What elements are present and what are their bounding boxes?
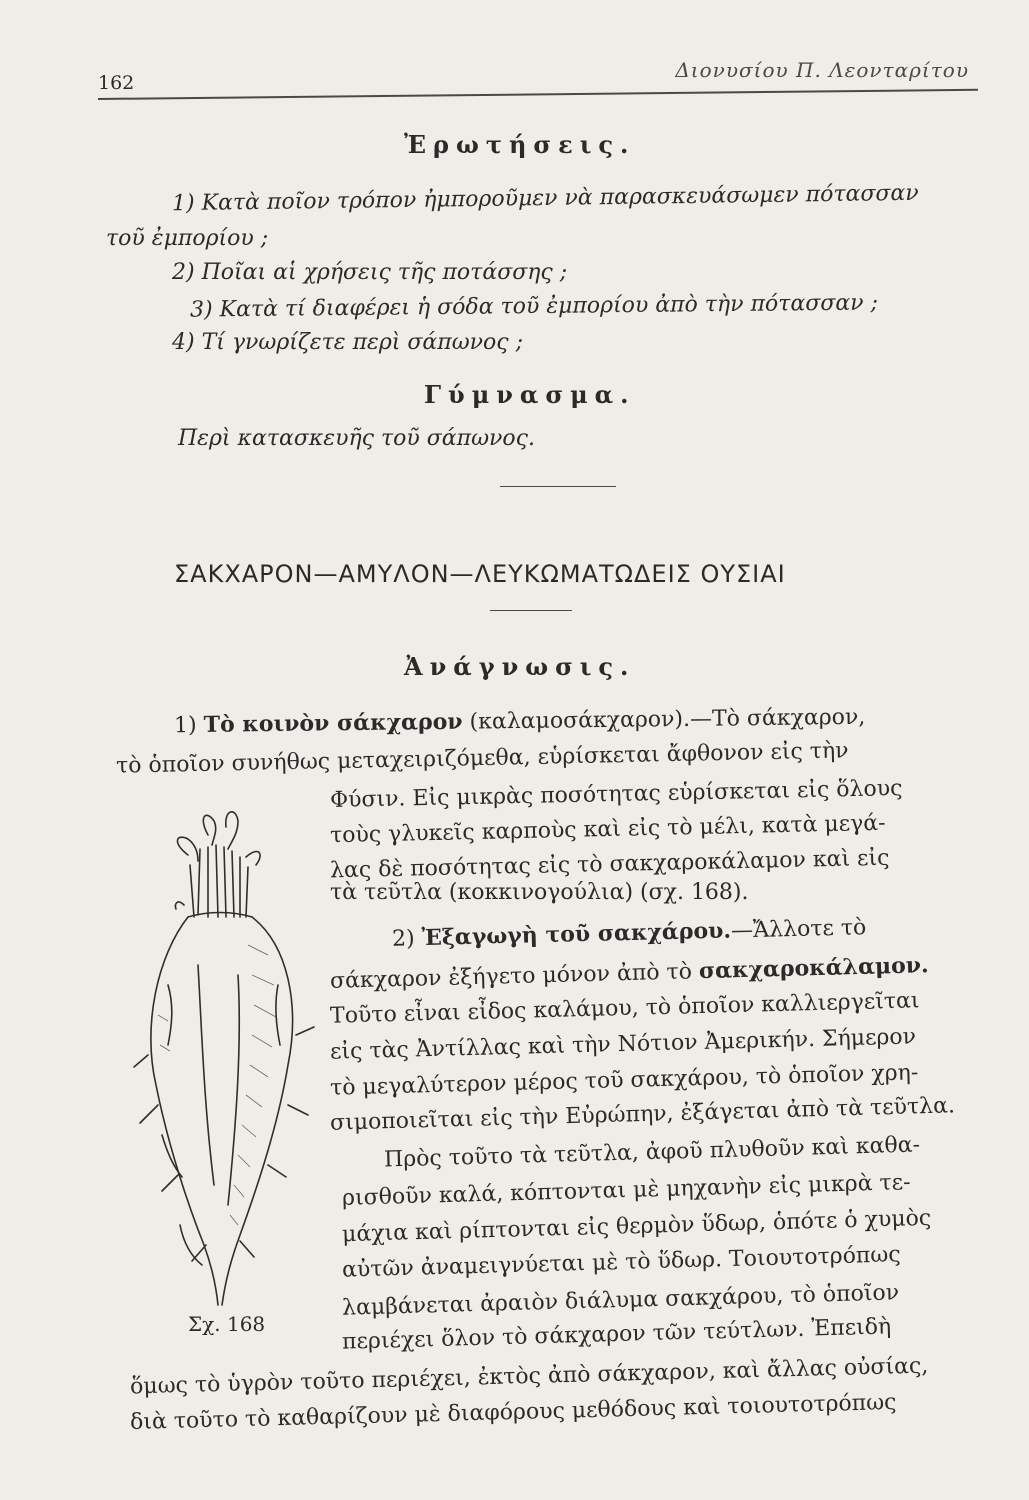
question-4: 4) Τί γνωρίζετε περὶ σάπωνος ; — [172, 330, 524, 355]
question-3: 3) Κατὰ τί διαφέρει ἡ σόδα τοῦ ἐμπορίου ἀπὸ τὴν πότασσαν ; — [189, 290, 879, 323]
text-line-10: εἰς τὰς Ἀντίλλας καὶ τὴν Νότιον Ἀμερικήν. Σήμερον — [329, 1024, 917, 1065]
text-line-3: Φύσιν. Εἰς μικρὰς ποσότητας εὑρίσκεται εἰς ὅλους — [329, 776, 903, 813]
text-line-11: τὸ μεγαλύτερον μέρος τοῦ σακχάρου, τὸ ὁποῖον χρη- — [329, 1060, 919, 1101]
exercise-heading: Γύμνασμα. — [424, 380, 636, 409]
header-rule — [98, 89, 978, 100]
questions-heading: Ἐρωτήσεις. — [404, 130, 636, 159]
text-line-4: τοὺς γλυκεῖς καρποὺς καὶ εἰς τὸ μέλι, κατὰ μεγά- — [329, 810, 886, 849]
question-1-line-2: τοῦ ἐμπορίου ; — [106, 226, 269, 251]
paragraph-1-number: 1) — [173, 712, 197, 739]
text-line-18: περιέχει ὅλον τὸ σάκχαρον τῶν τεύτλων. Ἐπειδὴ — [341, 1314, 892, 1355]
text-line-6: τὰ τεῦτλα (κοκκινογούλια) (σχ. 168). — [330, 880, 749, 905]
paragraph-2-rest: —Ἄλλοτε τὸ — [730, 915, 867, 944]
reading-heading: Ἀνάγνωσις. — [404, 652, 636, 681]
exercise-text: Περὶ κατασκευῆς τοῦ σάπωνος. — [178, 426, 535, 451]
section-divider-bottom — [490, 610, 572, 611]
section-title: ΣΑΚΧΑΡΟΝ—ΑΜΥΛΟΝ—ΛΕΥΚΩΜΑΤΩΔΕΙΣ ΟΥΣΙΑΙ — [174, 560, 786, 588]
running-header-author: Διονυσίου Π. Λεονταρίτου — [675, 58, 969, 82]
text-line-12: σιμοποιεῖται εἰς τὴν Εὐρώπην, ἐξάγεται ἀπὸ τὰ τεῦτλα. — [329, 1093, 956, 1136]
paragraph-2-number: 2) — [391, 926, 415, 952]
text-line-16: αὐτῶν ἀναμειγνύεται μὲ τὸ ὕδωρ. Τοιουτοτρόπως — [341, 1242, 901, 1283]
text-line-15: μάχια καὶ ρίπτονται εἰς θερμὸν ὕδωρ, ὁπότε ὁ χυμὸς — [341, 1205, 932, 1248]
page-number: 162 — [98, 72, 135, 94]
question-2: 2) Ποῖαι αἱ χρήσεις τῆς ποτάσσης ; — [172, 260, 568, 285]
text-line-17: λαμβάνεται ἀραιὸν διάλυμα σακχάρου, τὸ ὁποῖον — [341, 1280, 900, 1321]
question-1-line-1: 1) Κατὰ ποῖον τρόπον ἠμποροῦμεν νὰ παρασκευάσωμεν πότασσαν — [171, 180, 919, 217]
text-line-19: ὅμως τὸ ὑγρὸν τοῦτο περιέχει, ἐκτὸς ἀπὸ σάκχαρον, καὶ ἄλλας οὐσίας, — [129, 1353, 929, 1400]
paragraph-2-bold-title: Ἐξαγωγὴ τοῦ σακχάρου. — [421, 917, 732, 952]
sugar-beet-illustration — [128, 805, 328, 1315]
section-divider-top — [500, 486, 616, 487]
text-line-8-bold: σακχαροκάλαμον. — [698, 952, 929, 985]
text-line-5: λας δὲ ποσότητας εἰς τὸ σακχαροκάλαμον καὶ εἰς — [329, 845, 890, 884]
paragraph-2-first-line — [392, 914, 867, 952]
paragraph-1-first-line — [174, 704, 866, 738]
paragraph-1-bold-title: Τὸ κοινὸν σάκχαρον — [203, 708, 463, 738]
text-line-9: Τοῦτο εἶναι εἶδος καλάμου, τὸ ὁποῖον καλλιεργεῖται — [329, 988, 920, 1029]
figure-caption: Σχ. 168 — [188, 1312, 266, 1336]
text-line-13: Πρὸς τοῦτο τὰ τεῦτλα, ἀφοῦ πλυθοῦν καὶ καθα- — [383, 1132, 921, 1173]
text-line-14: ρισθοῦν καλά, κόπτονται μὲ μηχανὴν εἰς μικρὰ τε- — [341, 1170, 911, 1211]
text-line-20: διὰ τοῦτο τὸ καθαρίζουν μὲ διαφόρους μεθόδους καὶ τοιουτοτρόπως — [129, 1389, 897, 1436]
paragraph-1-rest: (καλαμοσάκχαρον).—Τὸ σάκχαρον, — [469, 704, 866, 735]
text-line-8 — [330, 952, 929, 994]
text-line-2: τὸ ὁποῖον συνήθως μεταχειριζόμεθα, εὑρίσκεται ἄφθονον εἰς τὴν — [115, 738, 849, 779]
text-line-8-start: σάκχαρον ἐξήγετο μόνον ἀπὸ τὸ — [329, 959, 693, 994]
